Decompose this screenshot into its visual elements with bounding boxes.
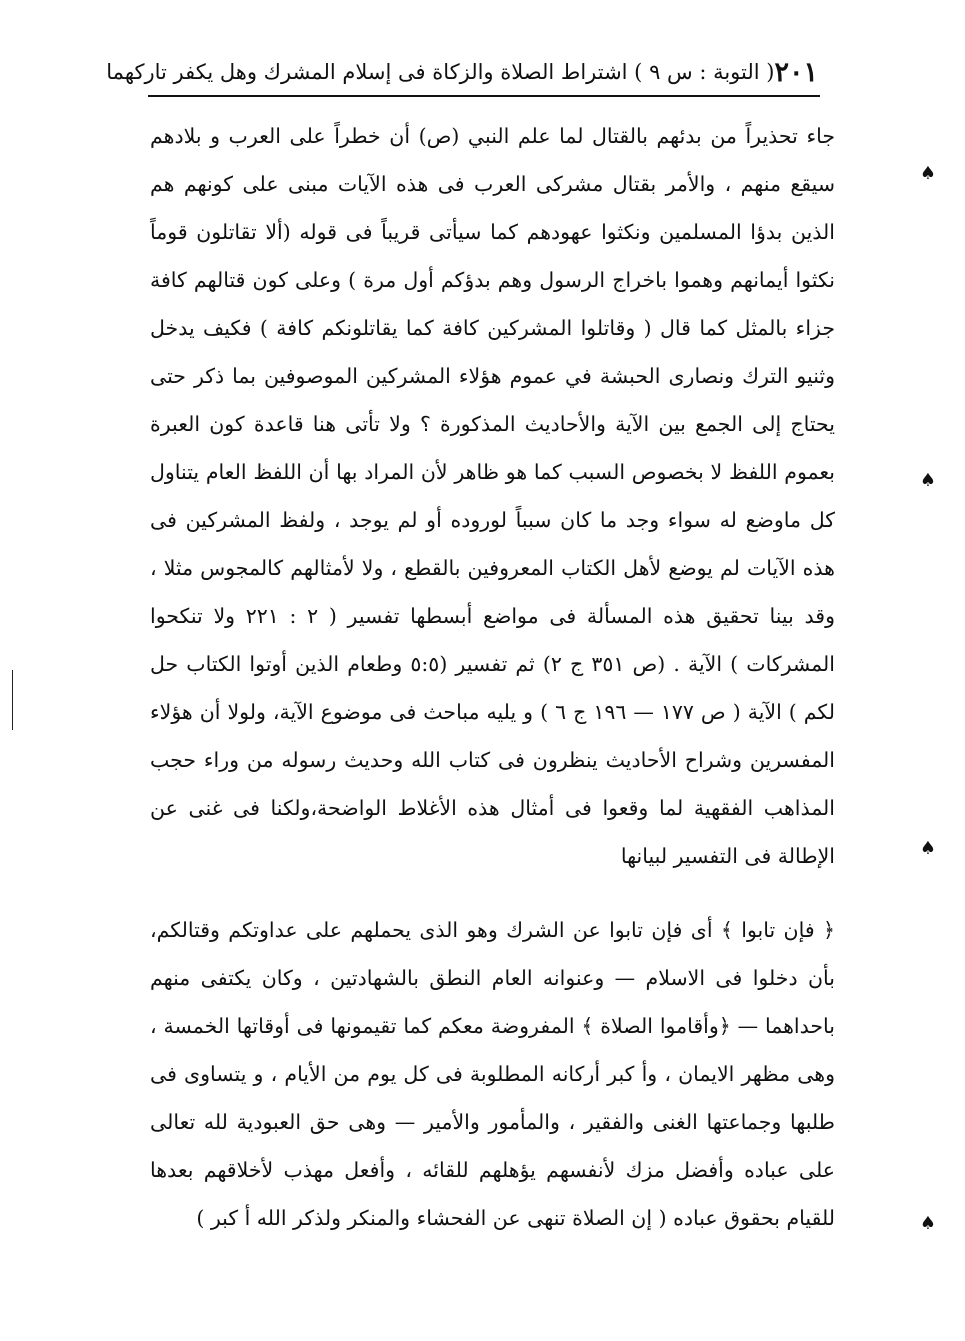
margin-marker-icon: ♠: [919, 163, 937, 184]
margin-marker-icon: ♠: [919, 1213, 937, 1234]
page-number: ٢٠١: [774, 56, 818, 88]
scan-edge-mark: [12, 670, 13, 730]
margin-marker-icon: ♠: [919, 838, 937, 859]
header-rule: [148, 95, 820, 97]
header-title: ( التوبة : س ٩ ) اشتراط الصلاة والزكاة فى إسلام المشرك وهل يكفر تاركهما: [106, 60, 775, 84]
body-text: [150, 112, 835, 1242]
margin-marker-icon: ♠: [919, 470, 937, 491]
running-header: [106, 52, 818, 92]
paragraph: ﴿ فإن تابوا ﴾ أى فإن تابوا عن الشرك وهو الذى يحملهم على عداوتكم وقتالكم، بأن دخلوا فى الاسلام — وعنوانه العام النطق بالشهادتين ، وكان يكتفى منهم باحداهما — ﴿وأقاموا الصلاة ﴾ المفروضة معكم كما تقيمونها فى أوقاتها الخمسة ، وهى مظهر الايمان ، وأ كبر أركانه المطلوبة فى كل يوم من الأيام ، و يتساوى فى طلبها وجماعتها الغنى والفقير ، والمأمور والأمير — وهى حق العبودية لله تعالى على عباده وأفضل مزك لأنفسهم يؤهلهم للقائه ، وأفعل مهذب لأخلاقهم بعدها للقيام بحقوق عباده ( إن الصلاة تنهى عن الفحشاء والمنكر ولذكر الله أ كبر ): [150, 918, 835, 1230]
paragraph: جاء تحذيراً من بدئهم بالقتال لما علم النبي (ص) أن خطراً على العرب و بلادهم سيقع منهم ، والأمر بقتال مشركى العرب فى هذه الآيات مبنى على كونهم هم الذين بدؤا المسلمين ونكثوا عهودهم كما سيأتى قريباً فى قوله (ألا تقاتلون قوماً نكثوا أيمانهم وهموا باخراج الرسول وهم بدؤكم أول مرة ) وعلى كون قتالهم كافة جزاء بالمثل كما قال ( وقاتلوا المشركين كافة كما يقاتلونكم كافة ) فكيف يدخل وثنيو الترك ونصارى الحبشة في عموم هؤلاء المشركين الموصوفين بما ذكر حتى يحتاج إلى الجمع بين الآية والأحاديث المذكورة ؟ ولا تأتى هنا قاعدة كون العبرة بعموم اللفظ لا بخصوص السبب كما هو ظاهر لأن المراد بها أن اللفظ العام يتناول كل ماوضع له سواء وجد ما كان سبباً لوروده أو لم يوجد ، ولفظ المشركين فى هذه الآيات لم يوضع لأهل الكتاب المعروفين بالقطع ، ولا لأمثالهم كالمجوس مثلا ، وقد بينا تحقيق هذه المسألة فى مواضع أبسطها تفسير ( ٢ : ٢٢١ ولا تنكحوا المشركات ) الآية . (ص ٣٥١ ج ٢) ثم تفسير (٥:٥ وطعام الذين أوتوا الكتاب حل لكم ) الآية ( ص ١٧٧ — ١٩٦ ج ٦ ) و يليه مباحث فى موضوع الآية، ولولا أن هؤلاء المفسرين وشراح الأحاديث ينظرون فى كتاب الله وحديث رسوله من وراء حجب المذاهب الفقهية لما وقعوا فى أمثال هذه الأغلاط الواضحة،ولكنا فى غنى عن الإطالة فى التفسير لبيانها: [150, 124, 835, 868]
